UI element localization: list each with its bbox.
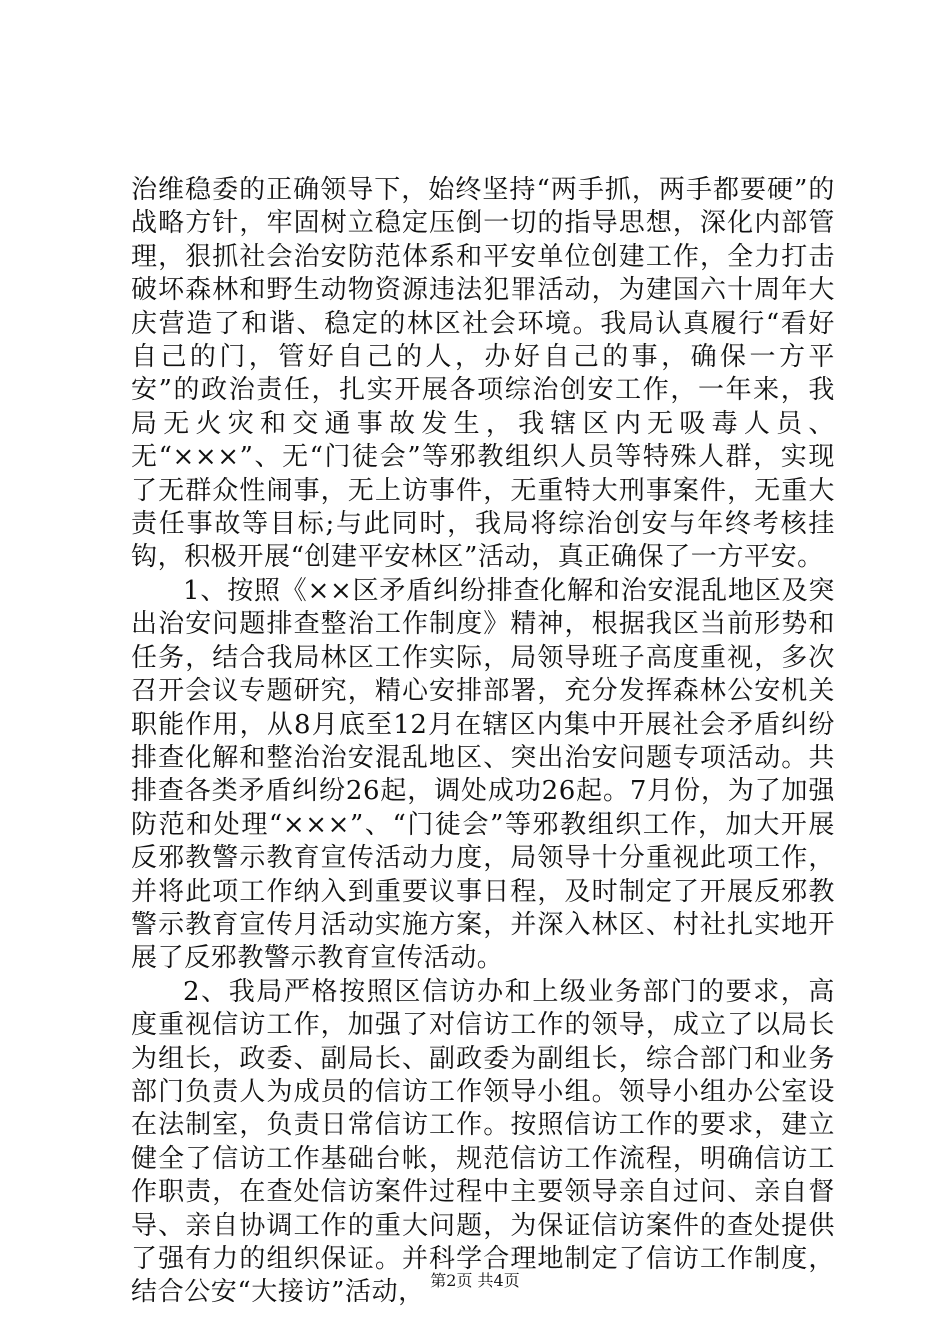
paragraph-item-2: 2、我局严格按照区信访办和上级业务部门的要求，高度重视信访工作，加强了对信访工作的领导，成立了以局长为组长，政委、副局长、副政委为副组长，综合部门和业务部门负责人为成员的信访工作领导小组。领导小组办公室设在法制室，负责日常信访工作。按照信访工作的要求，建立健全了信访工作基础台帐，规范信访工作流程，明确信访工作职责，在查处信访案件过程中主要领导亲自过问、亲自督导、亲自协调工作的重大问题，为保证信访案件的查处提供了强有力的组织保证。并科学合理地制定了信访工作制度，结合公安“大接访”活动， — [131, 976, 835, 1308]
paragraph-continuation: 治维稳委的正确领导下，始终坚持“两手抓，两手都要硬”的战略方针，牢固树立稳定压倒一切的指导思想，深化内部管理，狠抓社会治安防范体系和平安单位创建工作，全力打击破坏森林和野生动物资源违法犯罪活动，为建国六十周年大庆营造了和谐、稳定的林区社会环境。我局认真履行“看好自己的门，管好自己的人，办好自己的事，确保一方平安”的政治责任，扎实开展各项综治创安工作，一年来，我局无火灾和交通事故发生，我辖区内无吸毒人员、无“×××”、无“门徒会”等邪教组织人员等特殊人群，实现了无群众性闹事，无上访事件，无重特大刑事案件，无重大责任事故等目标;与此同时，我局将综治创安与年终考核挂钩，积极开展“创建平安林区”活动，真正确保了一方平安。 — [131, 175, 835, 573]
page-footer: 第2页 共4页 — [430, 1271, 520, 1290]
paragraph-item-1: 1、按照《××区矛盾纠纷排查化解和治安混乱地区及突出治安问题排查整治工作制度》精神，根据我区当前形势和任务，结合我局林区工作实际，局领导班子高度重视，多次召开会议专题研究，精心安排部署，充分发挥森林公安机关职能作用，从8月底至12月在辖区内集中开展社会矛盾纠纷排查化解和整治治安混乱地区、突出治安问题专项活动。共排查各类矛盾纠纷26起，调处成功26起。7月份，为了加强防范和处理“×××”、“门徒会”等邪教组织工作，加大开展反邪教警示教育宣传活动力度，局领导十分重视此项工作，并将此项工作纳入到重要议事日程，及时制定了开展反邪教警示教育宣传月活动实施方案，并深入林区、村社扎实地开展了反邪教警示教育宣传活动。 — [131, 575, 835, 974]
document-body — [131, 174, 835, 1310]
